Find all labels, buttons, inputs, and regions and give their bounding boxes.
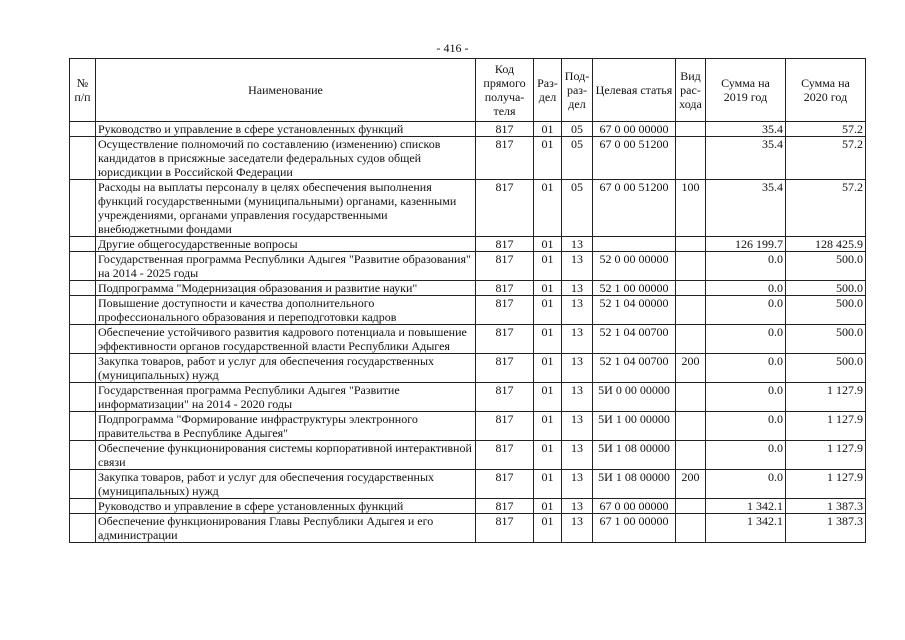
cell-name: Руководство и управление в сфере установленных функций: [96, 122, 476, 137]
cell-num: [70, 441, 96, 470]
header-section: Раз-дел: [534, 59, 562, 122]
cell-num: [70, 237, 96, 252]
cell-subsection: 05: [562, 122, 593, 137]
table-row: [70, 441, 866, 470]
cell-section: 01: [534, 180, 562, 237]
cell-subsection: 13: [562, 412, 593, 441]
cell-subsection: 13: [562, 296, 593, 325]
cell-sum2020: 1 387.3: [786, 514, 866, 543]
cell-section: 01: [534, 499, 562, 514]
header-name: Наименование: [96, 59, 476, 122]
cell-target: 5И 0 00 00000: [593, 383, 676, 412]
cell-sum2019: 0.0: [706, 354, 786, 383]
cell-section: 01: [534, 252, 562, 281]
cell-num: [70, 325, 96, 354]
cell-section: 01: [534, 441, 562, 470]
cell-name: Обеспечение функционирования Главы Республики Адыгея и его администрации: [96, 514, 476, 543]
cell-subsection: 13: [562, 237, 593, 252]
cell-section: 01: [534, 325, 562, 354]
cell-num: [70, 296, 96, 325]
cell-expense: [676, 499, 706, 514]
cell-sum2019: 0.0: [706, 470, 786, 499]
cell-sum2019: 0.0: [706, 325, 786, 354]
cell-num: [70, 180, 96, 237]
cell-target: 52 1 04 00700: [593, 354, 676, 383]
cell-expense: [676, 237, 706, 252]
header-subsection: Под-раз-дел: [562, 59, 593, 122]
cell-target: 52 0 00 00000: [593, 252, 676, 281]
table-row: [70, 499, 866, 514]
cell-code: 817: [476, 354, 534, 383]
cell-target: 67 0 00 51200: [593, 137, 676, 180]
cell-target: 67 1 00 00000: [593, 514, 676, 543]
cell-expense: [676, 122, 706, 137]
cell-name: Осуществление полномочий по составлению (изменению) списков кандидатов в присяжные заседатели федеральных судов общей юрисдикции в Российской Федерации: [96, 137, 476, 180]
cell-expense: [676, 441, 706, 470]
cell-section: 01: [534, 470, 562, 499]
cell-target: 67 0 00 00000: [593, 122, 676, 137]
cell-subsection: 13: [562, 514, 593, 543]
cell-num: [70, 252, 96, 281]
cell-subsection: 13: [562, 325, 593, 354]
cell-sum2020: 1 127.9: [786, 470, 866, 499]
cell-expense: 200: [676, 354, 706, 383]
cell-code: 817: [476, 470, 534, 499]
cell-target: 52 1 04 00000: [593, 296, 676, 325]
cell-subsection: 05: [562, 180, 593, 237]
cell-num: [70, 383, 96, 412]
cell-target: 67 0 00 00000: [593, 499, 676, 514]
cell-section: 01: [534, 383, 562, 412]
cell-sum2020: 128 425.9: [786, 237, 866, 252]
cell-sum2020: 500.0: [786, 296, 866, 325]
cell-sum2019: 0.0: [706, 296, 786, 325]
table-row: [70, 514, 866, 543]
cell-num: [70, 281, 96, 296]
header-num: № п/п: [70, 59, 96, 122]
header-sum2019: Сумма на 2019 год: [706, 59, 786, 122]
cell-code: 817: [476, 122, 534, 137]
cell-num: [70, 122, 96, 137]
page-number: - 416 -: [436, 41, 469, 55]
cell-sum2020: 57.2: [786, 180, 866, 237]
header-expense: Вид рас-хода: [676, 59, 706, 122]
table-row: [70, 470, 866, 499]
cell-code: 817: [476, 514, 534, 543]
cell-sum2020: 500.0: [786, 325, 866, 354]
cell-section: 01: [534, 412, 562, 441]
cell-name: Обеспечение функционирования системы корпоративной интерактивной связи: [96, 441, 476, 470]
cell-section: 01: [534, 296, 562, 325]
cell-target: [593, 237, 676, 252]
header-target: Целевая статья: [593, 59, 676, 122]
cell-subsection: 13: [562, 470, 593, 499]
cell-sum2019: 126 199.7: [706, 237, 786, 252]
cell-num: [70, 470, 96, 499]
cell-code: 817: [476, 281, 534, 296]
cell-section: 01: [534, 281, 562, 296]
cell-target: 52 1 00 00000: [593, 281, 676, 296]
cell-name: Обеспечение устойчивого развития кадрового потенциала и повышение эффективности органов государственной власти Республики Адыгея: [96, 325, 476, 354]
cell-sum2019: 35.4: [706, 180, 786, 237]
cell-code: 817: [476, 237, 534, 252]
cell-expense: 200: [676, 470, 706, 499]
cell-subsection: 13: [562, 354, 593, 383]
cell-expense: [676, 281, 706, 296]
cell-target: 67 0 00 51200: [593, 180, 676, 237]
cell-sum2020: 1 127.9: [786, 441, 866, 470]
cell-section: 01: [534, 354, 562, 383]
cell-num: [70, 499, 96, 514]
cell-subsection: 13: [562, 441, 593, 470]
cell-name: Государственная программа Республики Адыгея "Развитие информатизации" на 2014 - 2020 годы: [96, 383, 476, 412]
cell-sum2019: 0.0: [706, 441, 786, 470]
table-row: [70, 325, 866, 354]
cell-sum2020: 1 127.9: [786, 383, 866, 412]
cell-sum2020: 500.0: [786, 252, 866, 281]
cell-sum2020: 1 127.9: [786, 412, 866, 441]
cell-code: 817: [476, 441, 534, 470]
header-sum2020: Сумма на 2020 год: [786, 59, 866, 122]
cell-subsection: 13: [562, 252, 593, 281]
cell-sum2019: 35.4: [706, 122, 786, 137]
cell-expense: [676, 412, 706, 441]
cell-target: 5И 1 08 00000: [593, 441, 676, 470]
cell-subsection: 13: [562, 499, 593, 514]
cell-sum2019: 0.0: [706, 412, 786, 441]
cell-section: 01: [534, 137, 562, 180]
header-code: Код прямого получа-теля: [476, 59, 534, 122]
cell-sum2020: 500.0: [786, 354, 866, 383]
cell-code: 817: [476, 499, 534, 514]
table-row: [70, 296, 866, 325]
table-row: [70, 137, 866, 180]
cell-num: [70, 354, 96, 383]
cell-num: [70, 412, 96, 441]
cell-name: Руководство и управление в сфере установленных функций: [96, 499, 476, 514]
cell-name: Подпрограмма "Формирование инфраструктуры электронного правительства в Республике Адыгея": [96, 412, 476, 441]
cell-expense: 100: [676, 180, 706, 237]
cell-sum2019: 0.0: [706, 252, 786, 281]
cell-name: Повышение доступности и качества дополнительного профессионального образования и переподготовки кадров: [96, 296, 476, 325]
cell-section: 01: [534, 514, 562, 543]
table-row: [70, 122, 866, 137]
cell-name: Расходы на выплаты персоналу в целях обеспечения выполнения функций государственными (муниципальными) органами, казенными учреждениями, органами управления государственными внебюджетными фондами: [96, 180, 476, 237]
cell-name: Государственная программа Республики Адыгея "Развитие образования" на 2014 - 2025 годы: [96, 252, 476, 281]
table-row: [70, 180, 866, 237]
cell-code: 817: [476, 252, 534, 281]
table-row: [70, 412, 866, 441]
cell-expense: [676, 137, 706, 180]
cell-num: [70, 137, 96, 180]
cell-name: Закупка товаров, работ и услуг для обеспечения государственных (муниципальных) нужд: [96, 354, 476, 383]
cell-name: Закупка товаров, работ и услуг для обеспечения государственных (муниципальных) нужд: [96, 470, 476, 499]
cell-subsection: 13: [562, 383, 593, 412]
table-row: [70, 237, 866, 252]
cell-expense: [676, 383, 706, 412]
cell-name: Подпрограмма "Модернизация образования и развитие науки": [96, 281, 476, 296]
cell-code: 817: [476, 412, 534, 441]
cell-sum2020: 57.2: [786, 122, 866, 137]
budget-table: [69, 58, 866, 543]
cell-code: 817: [476, 296, 534, 325]
cell-sum2019: 0.0: [706, 383, 786, 412]
cell-section: 01: [534, 237, 562, 252]
cell-code: 817: [476, 137, 534, 180]
cell-target: 5И 1 08 00000: [593, 470, 676, 499]
cell-code: 817: [476, 383, 534, 412]
cell-sum2020: 1 387.3: [786, 499, 866, 514]
cell-sum2019: 1 342.1: [706, 499, 786, 514]
cell-expense: [676, 325, 706, 354]
cell-expense: [676, 514, 706, 543]
table-row: [70, 281, 866, 296]
cell-subsection: 13: [562, 281, 593, 296]
cell-sum2019: 1 342.1: [706, 514, 786, 543]
table-row: [70, 252, 866, 281]
cell-code: 817: [476, 325, 534, 354]
cell-name: Другие общегосударственные вопросы: [96, 237, 476, 252]
table-row: [70, 383, 866, 412]
cell-code: 817: [476, 180, 534, 237]
cell-num: [70, 514, 96, 543]
cell-expense: [676, 296, 706, 325]
table-header-row: [70, 59, 866, 122]
cell-expense: [676, 252, 706, 281]
cell-sum2019: 0.0: [706, 281, 786, 296]
cell-sum2020: 57.2: [786, 137, 866, 180]
cell-section: 01: [534, 122, 562, 137]
cell-target: 52 1 04 00700: [593, 325, 676, 354]
cell-sum2020: 500.0: [786, 281, 866, 296]
cell-subsection: 05: [562, 137, 593, 180]
table-row: [70, 354, 866, 383]
cell-target: 5И 1 00 00000: [593, 412, 676, 441]
cell-sum2019: 35.4: [706, 137, 786, 180]
